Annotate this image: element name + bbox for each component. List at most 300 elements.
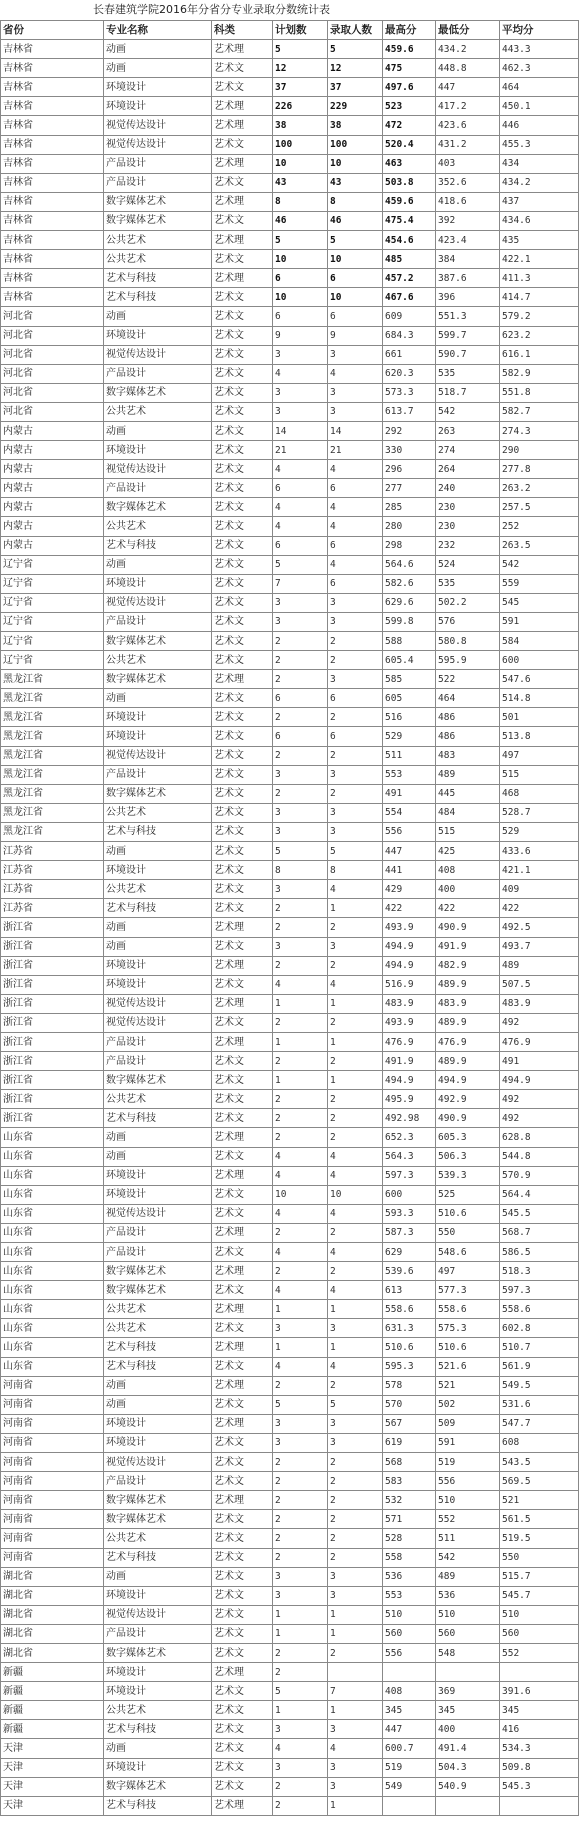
cell-max-score: 558: [383, 1548, 436, 1567]
table-row: [1, 1491, 579, 1510]
cell-plan-count: 2: [273, 1472, 328, 1491]
table-row: [1, 937, 579, 956]
cell-max-score: 516: [383, 708, 436, 727]
table-row: [1, 1109, 579, 1128]
cell-plan-count: 4: [273, 1147, 328, 1166]
cell-admitted-count: 1: [328, 994, 383, 1013]
cell-max-score: 560: [383, 1624, 436, 1643]
cell-max-score: 447: [383, 842, 436, 861]
cell-major: 艺术与科技: [104, 269, 212, 288]
cell-max-score: 595.3: [383, 1357, 436, 1376]
cell-admitted-count: 4: [328, 1147, 383, 1166]
cell-avg-score: 434: [500, 154, 579, 173]
cell-plan-count: 10: [273, 154, 328, 173]
cell-province: 吉林省: [1, 231, 104, 250]
cell-admitted-count: 6: [328, 479, 383, 498]
cell-category: 艺术文: [212, 784, 273, 803]
cell-admitted-count: 6: [328, 689, 383, 708]
cell-admitted-count: 1: [328, 1032, 383, 1051]
cell-plan-count: 2: [273, 708, 328, 727]
cell-admitted-count: 3: [328, 822, 383, 841]
cell-max-score: 516.9: [383, 975, 436, 994]
table-row: [1, 861, 579, 880]
header-plan-count: 计划数: [273, 21, 328, 40]
cell-plan-count: 2: [273, 1376, 328, 1395]
cell-province: 黑龙江省: [1, 822, 104, 841]
cell-max-score: 571: [383, 1510, 436, 1529]
cell-admitted-count: 3: [328, 1586, 383, 1605]
cell-min-score: 525: [436, 1185, 500, 1204]
cell-avg-score: 616.1: [500, 345, 579, 364]
cell-major: 环境设计: [104, 1414, 212, 1433]
cell-category: 艺术文: [212, 78, 273, 97]
cell-plan-count: 2: [273, 1643, 328, 1662]
cell-category: 艺术文: [212, 1567, 273, 1586]
cell-province: 浙江省: [1, 1109, 104, 1128]
cell-plan-count: 6: [273, 479, 328, 498]
table-row: [1, 364, 579, 383]
cell-max-score: 532: [383, 1491, 436, 1510]
cell-admitted-count: 4: [328, 1281, 383, 1300]
cell-category: 艺术理: [212, 1491, 273, 1510]
cell-admitted-count: 4: [328, 1243, 383, 1262]
table-row: [1, 1147, 579, 1166]
cell-province: 浙江省: [1, 937, 104, 956]
cell-major: 艺术与科技: [104, 536, 212, 555]
cell-major: 产品设计: [104, 1032, 212, 1051]
cell-province: 浙江省: [1, 975, 104, 994]
sheet-title: 长春建筑学院2016年分省分专业录取分数统计表: [93, 3, 330, 16]
cell-province: 辽宁省: [1, 574, 104, 593]
cell-avg-score: 493.7: [500, 937, 579, 956]
cell-max-score: 495.9: [383, 1090, 436, 1109]
table-row: [1, 211, 579, 230]
cell-category: 艺术理: [212, 269, 273, 288]
cell-major: 数字媒体艺术: [104, 1777, 212, 1796]
cell-avg-score: 545.5: [500, 1204, 579, 1223]
cell-plan-count: 4: [273, 364, 328, 383]
cell-category: 艺术理: [212, 1032, 273, 1051]
cell-major: 公共艺术: [104, 1300, 212, 1319]
cell-min-score: 591: [436, 1433, 500, 1452]
cell-admitted-count: 2: [328, 1223, 383, 1242]
cell-min-score: 548.6: [436, 1243, 500, 1262]
cell-category: 艺术文: [212, 211, 273, 230]
cell-max-score: 567: [383, 1414, 436, 1433]
cell-max-score: 330: [383, 441, 436, 460]
cell-avg-score: [500, 1663, 579, 1682]
cell-province: 湖北省: [1, 1586, 104, 1605]
cell-province: 河南省: [1, 1453, 104, 1472]
cell-major: 环境设计: [104, 1433, 212, 1452]
cell-plan-count: 10: [273, 1185, 328, 1204]
table-row: [1, 1739, 579, 1758]
cell-province: 河北省: [1, 326, 104, 345]
cell-province: 河南省: [1, 1529, 104, 1548]
cell-min-score: 408: [436, 861, 500, 880]
cell-admitted-count: 3: [328, 1319, 383, 1338]
cell-max-score: 631.3: [383, 1319, 436, 1338]
cell-province: 吉林省: [1, 116, 104, 135]
cell-min-score: 491.4: [436, 1739, 500, 1758]
cell-max-score: 511: [383, 746, 436, 765]
cell-major: 环境设计: [104, 1166, 212, 1185]
cell-min-score: 490.9: [436, 918, 500, 937]
cell-min-score: 515: [436, 822, 500, 841]
cell-admitted-count: 4: [328, 880, 383, 899]
table-row: [1, 1262, 579, 1281]
table-row: [1, 154, 579, 173]
cell-min-score: 400: [436, 1720, 500, 1739]
cell-province: 黑龙江省: [1, 670, 104, 689]
cell-avg-score: 435: [500, 231, 579, 250]
cell-plan-count: 3: [273, 880, 328, 899]
table-row: [1, 1510, 579, 1529]
cell-plan-count: 4: [273, 1204, 328, 1223]
cell-province: 河南省: [1, 1510, 104, 1529]
cell-plan-count: 1: [273, 1071, 328, 1090]
cell-plan-count: 38: [273, 116, 328, 135]
table-row: [1, 1376, 579, 1395]
cell-province: 天津: [1, 1758, 104, 1777]
cell-province: 河北省: [1, 402, 104, 421]
cell-avg-score: 597.3: [500, 1281, 579, 1300]
cell-max-score: 583: [383, 1472, 436, 1491]
cell-avg-score: 345: [500, 1701, 579, 1720]
cell-plan-count: 5: [273, 1682, 328, 1701]
cell-province: 江苏省: [1, 842, 104, 861]
table-row: [1, 765, 579, 784]
cell-admitted-count: 5: [328, 1395, 383, 1414]
cell-major: 数字媒体艺术: [104, 192, 212, 211]
cell-province: 河北省: [1, 307, 104, 326]
cell-admitted-count: 2: [328, 1128, 383, 1147]
cell-major: 环境设计: [104, 727, 212, 746]
cell-major: 视觉传达设计: [104, 1013, 212, 1032]
cell-category: 艺术文: [212, 842, 273, 861]
table-row: [1, 689, 579, 708]
cell-plan-count: 4: [273, 498, 328, 517]
cell-category: 艺术文: [212, 803, 273, 822]
cell-avg-score: 422: [500, 899, 579, 918]
table-row: [1, 1204, 579, 1223]
cell-category: 艺术文: [212, 880, 273, 899]
cell-plan-count: 1: [273, 1338, 328, 1357]
cell-admitted-count: 43: [328, 173, 383, 192]
cell-avg-score: 437: [500, 192, 579, 211]
cell-admitted-count: 12: [328, 59, 383, 78]
cell-min-score: 542: [436, 402, 500, 421]
cell-admitted-count: 10: [328, 154, 383, 173]
cell-avg-score: 579.2: [500, 307, 579, 326]
table-row: [1, 307, 579, 326]
cell-avg-score: 509.8: [500, 1758, 579, 1777]
cell-admitted-count: 21: [328, 441, 383, 460]
cell-plan-count: 3: [273, 1414, 328, 1433]
cell-admitted-count: 2: [328, 1109, 383, 1128]
cell-category: 艺术文: [212, 1071, 273, 1090]
cell-avg-score: 608: [500, 1433, 579, 1452]
cell-avg-score: 492.5: [500, 918, 579, 937]
cell-province: 浙江省: [1, 918, 104, 937]
cell-max-score: 475.4: [383, 211, 436, 230]
cell-avg-score: 414.7: [500, 288, 579, 307]
cell-avg-score: 514.8: [500, 689, 579, 708]
cell-avg-score: 561.5: [500, 1510, 579, 1529]
cell-plan-count: 5: [273, 40, 328, 59]
cell-province: 湖北省: [1, 1567, 104, 1586]
table-row: [1, 1090, 579, 1109]
cell-plan-count: 4: [273, 517, 328, 536]
cell-avg-score: 547.6: [500, 670, 579, 689]
table-row: [1, 1032, 579, 1051]
cell-category: 艺术文: [212, 1433, 273, 1452]
cell-plan-count: 14: [273, 421, 328, 440]
cell-province: 河北省: [1, 364, 104, 383]
cell-max-score: 556: [383, 1643, 436, 1662]
cell-major: 环境设计: [104, 97, 212, 116]
cell-max-score: 570: [383, 1395, 436, 1414]
cell-min-score: 384: [436, 250, 500, 269]
cell-max-score: 578: [383, 1376, 436, 1395]
cell-avg-score: 290: [500, 441, 579, 460]
cell-max-score: 661: [383, 345, 436, 364]
cell-min-score: 580.8: [436, 632, 500, 651]
cell-major: 数字媒体艺术: [104, 1071, 212, 1090]
cell-admitted-count: 5: [328, 231, 383, 250]
table-row: [1, 746, 579, 765]
cell-category: 艺术理: [212, 154, 273, 173]
cell-min-score: 345: [436, 1701, 500, 1720]
cell-min-score: 264: [436, 460, 500, 479]
cell-min-score: 558.6: [436, 1300, 500, 1319]
cell-max-score: 554: [383, 803, 436, 822]
cell-category: 艺术文: [212, 899, 273, 918]
cell-max-score: 536: [383, 1567, 436, 1586]
table-row: [1, 1529, 579, 1548]
cell-province: 河南省: [1, 1395, 104, 1414]
cell-admitted-count: 2: [328, 1262, 383, 1281]
table-row: [1, 632, 579, 651]
cell-major: 艺术与科技: [104, 1796, 212, 1815]
table-row: [1, 1243, 579, 1262]
cell-major: 环境设计: [104, 956, 212, 975]
cell-avg-score: 274.3: [500, 421, 579, 440]
cell-province: 江苏省: [1, 861, 104, 880]
cell-plan-count: 2: [273, 784, 328, 803]
cell-category: 艺术文: [212, 1204, 273, 1223]
cell-max-score: 472: [383, 116, 436, 135]
cell-category: 艺术文: [212, 1013, 273, 1032]
cell-min-score: 490.9: [436, 1109, 500, 1128]
cell-category: 艺术理: [212, 1262, 273, 1281]
table-row: [1, 536, 579, 555]
cell-admitted-count: 1: [328, 899, 383, 918]
cell-province: 辽宁省: [1, 555, 104, 574]
cell-province: 浙江省: [1, 1071, 104, 1090]
cell-min-score: 230: [436, 498, 500, 517]
cell-max-score: 528: [383, 1529, 436, 1548]
cell-avg-score: 434.2: [500, 173, 579, 192]
cell-max-score: 476.9: [383, 1032, 436, 1051]
cell-max-score: 491.9: [383, 1052, 436, 1071]
cell-min-score: 423.6: [436, 116, 500, 135]
cell-admitted-count: 6: [328, 536, 383, 555]
cell-admitted-count: 3: [328, 765, 383, 784]
table-row: [1, 1300, 579, 1319]
table-row: [1, 135, 579, 154]
cell-avg-score: 409: [500, 880, 579, 899]
cell-min-score: 387.6: [436, 269, 500, 288]
cell-province: 湖北省: [1, 1643, 104, 1662]
cell-major: 环境设计: [104, 1682, 212, 1701]
cell-plan-count: 2: [273, 1491, 328, 1510]
cell-province: 内蒙古: [1, 421, 104, 440]
cell-avg-score: [500, 1796, 579, 1815]
cell-max-score: [383, 1796, 436, 1815]
cell-plan-count: 5: [273, 1395, 328, 1414]
cell-admitted-count: 2: [328, 1453, 383, 1472]
cell-max-score: 493.9: [383, 1013, 436, 1032]
table-row: [1, 1605, 579, 1624]
cell-admitted-count: 4: [328, 364, 383, 383]
table-row: [1, 479, 579, 498]
cell-province: 浙江省: [1, 1052, 104, 1071]
cell-admitted-count: 10: [328, 250, 383, 269]
header-major: 专业名称: [104, 21, 212, 40]
cell-major: 动画: [104, 59, 212, 78]
cell-max-score: 345: [383, 1701, 436, 1720]
cell-admitted-count: 37: [328, 78, 383, 97]
cell-plan-count: 6: [273, 536, 328, 555]
cell-province: 新疆: [1, 1701, 104, 1720]
cell-category: 艺术文: [212, 250, 273, 269]
cell-province: 内蒙古: [1, 460, 104, 479]
cell-min-score: 396: [436, 288, 500, 307]
cell-major: 产品设计: [104, 1223, 212, 1242]
cell-min-score: 417.2: [436, 97, 500, 116]
cell-min-score: 392: [436, 211, 500, 230]
cell-category: 艺术文: [212, 861, 273, 880]
cell-min-score: 434.2: [436, 40, 500, 59]
cell-major: 艺术与科技: [104, 1109, 212, 1128]
cell-plan-count: 3: [273, 612, 328, 631]
cell-category: 艺术文: [212, 1739, 273, 1758]
cell-max-score: 467.6: [383, 288, 436, 307]
cell-category: 艺术文: [212, 746, 273, 765]
cell-avg-score: 434.6: [500, 211, 579, 230]
cell-max-score: 457.2: [383, 269, 436, 288]
cell-category: 艺术理: [212, 1376, 273, 1395]
cell-category: 艺术理: [212, 1796, 273, 1815]
cell-max-score: 497.6: [383, 78, 436, 97]
cell-major: 视觉传达设计: [104, 460, 212, 479]
cell-avg-score: 582.9: [500, 364, 579, 383]
cell-major: 数字媒体艺术: [104, 383, 212, 402]
cell-category: 艺术理: [212, 1663, 273, 1682]
cell-admitted-count: 3: [328, 345, 383, 364]
cell-admitted-count: 3: [328, 383, 383, 402]
cell-max-score: 593.3: [383, 1204, 436, 1223]
cell-avg-score: 584: [500, 632, 579, 651]
cell-province: 黑龙江省: [1, 708, 104, 727]
cell-category: 艺术理: [212, 192, 273, 211]
cell-max-score: 503.8: [383, 173, 436, 192]
cell-category: 艺术文: [212, 1586, 273, 1605]
cell-province: 江苏省: [1, 880, 104, 899]
cell-min-score: 536: [436, 1586, 500, 1605]
cell-avg-score: 534.3: [500, 1739, 579, 1758]
cell-major: 视觉传达设计: [104, 1453, 212, 1472]
cell-max-score: 285: [383, 498, 436, 517]
cell-max-score: 585: [383, 670, 436, 689]
cell-category: 艺术理: [212, 918, 273, 937]
cell-avg-score: 492: [500, 1013, 579, 1032]
cell-province: 湖北省: [1, 1624, 104, 1643]
cell-category: 艺术文: [212, 1090, 273, 1109]
cell-min-score: 418.6: [436, 192, 500, 211]
cell-plan-count: 4: [273, 1281, 328, 1300]
cell-admitted-count: 4: [328, 1166, 383, 1185]
cell-plan-count: 2: [273, 1453, 328, 1472]
cell-major: 动画: [104, 307, 212, 326]
cell-major: 环境设计: [104, 574, 212, 593]
cell-admitted-count: 2: [328, 1013, 383, 1032]
cell-avg-score: 570.9: [500, 1166, 579, 1185]
cell-major: 数字媒体艺术: [104, 1643, 212, 1662]
cell-major: 数字媒体艺术: [104, 211, 212, 230]
cell-major: 艺术与科技: [104, 822, 212, 841]
cell-plan-count: 10: [273, 288, 328, 307]
cell-avg-score: 476.9: [500, 1032, 579, 1051]
cell-major: 环境设计: [104, 441, 212, 460]
cell-major: 产品设计: [104, 479, 212, 498]
cell-avg-score: 544.8: [500, 1147, 579, 1166]
cell-category: 艺术文: [212, 555, 273, 574]
cell-category: 艺术文: [212, 135, 273, 154]
table-row: [1, 918, 579, 937]
cell-max-score: 558.6: [383, 1300, 436, 1319]
cell-plan-count: 2: [273, 1223, 328, 1242]
cell-province: 黑龙江省: [1, 803, 104, 822]
cell-major: 产品设计: [104, 765, 212, 784]
cell-avg-score: 468: [500, 784, 579, 803]
cell-category: 艺术理: [212, 1166, 273, 1185]
cell-category: 艺术文: [212, 498, 273, 517]
cell-province: 山东省: [1, 1262, 104, 1281]
cell-major: 公共艺术: [104, 1529, 212, 1548]
cell-plan-count: 4: [273, 1243, 328, 1262]
cell-min-score: 483.9: [436, 994, 500, 1013]
cell-max-score: [383, 1663, 436, 1682]
cell-category: 艺术文: [212, 1472, 273, 1491]
cell-plan-count: 8: [273, 192, 328, 211]
cell-admitted-count: 38: [328, 116, 383, 135]
cell-admitted-count: 6: [328, 574, 383, 593]
cell-plan-count: 2: [273, 1777, 328, 1796]
cell-province: 浙江省: [1, 1013, 104, 1032]
cell-min-score: 486: [436, 727, 500, 746]
cell-min-score: 502: [436, 1395, 500, 1414]
cell-category: 艺术理: [212, 40, 273, 59]
cell-plan-count: 3: [273, 1586, 328, 1605]
cell-max-score: 408: [383, 1682, 436, 1701]
table-row: [1, 803, 579, 822]
cell-admitted-count: 3: [328, 670, 383, 689]
cell-province: 山东省: [1, 1147, 104, 1166]
table-header: [1, 21, 579, 40]
cell-avg-score: 552: [500, 1643, 579, 1662]
